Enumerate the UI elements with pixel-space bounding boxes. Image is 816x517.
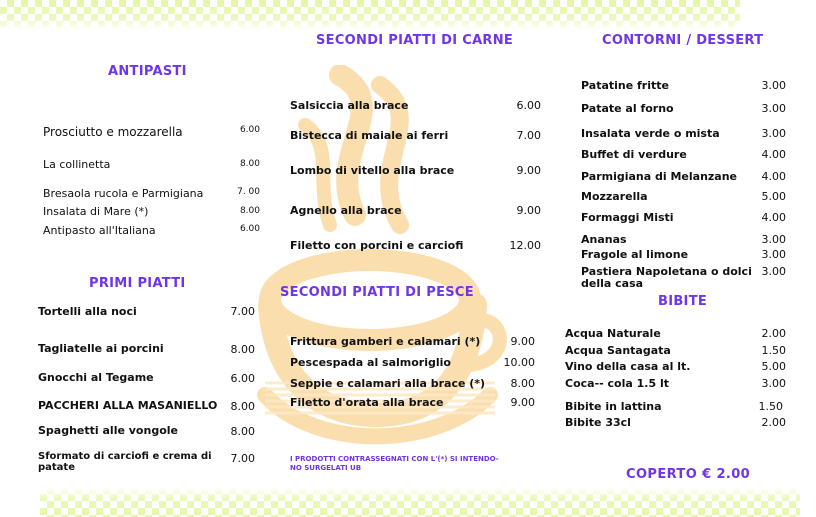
contorni-heading: CONTORNI / DESSERT (602, 33, 764, 48)
contorni-item-price: 4.00 (761, 148, 786, 161)
surgelati-note-line2: NO SURGELATI UB (290, 464, 362, 472)
secondi-pesce-item-name: Frittura gamberi e calamari (*) (290, 335, 481, 348)
primi-item-name: Tagliatelle ai porcini (38, 342, 164, 355)
primi-heading: PRIMI PIATTI (89, 276, 186, 291)
contorni-item-name: Fragole al limone (581, 248, 689, 261)
secondi-carne-item-name: Agnello alla brace (290, 204, 402, 217)
primi-item-name: Tortelli alla noci (38, 305, 137, 318)
bibite-item-name: Bibite 33cl (565, 416, 631, 429)
surgelati-note-line1: I PRODOTTI CONTRASSEGNATI CON L'(*) SI INTENDO- (290, 455, 499, 463)
contorni-item-price: 5.00 (761, 190, 786, 203)
primi-item-price: 7.00 (230, 305, 255, 318)
secondi-pesce-item-price: 10.00 (503, 356, 535, 369)
bibite-item-price: 5.00 (761, 360, 786, 373)
contorni-item-price: 3.00 (761, 102, 786, 115)
contorni-item-price: 3.00 (761, 79, 786, 92)
secondi-pesce-item-name: Filetto d'orata alla brace (290, 396, 444, 409)
antipasti-item-name: Bresaola rucola e Parmigiana (43, 187, 204, 200)
contorni-item-name: Patatine fritte (581, 79, 669, 92)
secondi-carne-item-name: Salsiccia alla brace (290, 99, 409, 112)
contorni-item-name: Pastiera Napoletana o dolci (581, 265, 752, 278)
primi-item-name: Sformato di carciofi e crema di (38, 451, 212, 462)
antipasti-item-price: 6.00 (239, 125, 260, 135)
bibite-item-name: Coca-- cola 1.5 lt (565, 377, 669, 390)
antipasti-item-name: Antipasto all'Italiana (43, 224, 156, 237)
secondi-carne-item-price: 9.00 (516, 204, 541, 217)
secondi-carne-item-name: Filetto con porcini e carciofi (290, 239, 464, 252)
bibite-heading: BIBITE (658, 294, 708, 309)
secondi-pesce-item-name: Pescespada al salmoriglio (290, 356, 451, 369)
secondi-carne-item-name: Lombo di vitello alla brace (290, 164, 455, 177)
antipasti-heading: ANTIPASTI (108, 64, 187, 79)
antipasti-item-price: 8.00 (239, 159, 260, 169)
primi-item-name: Gnocchi al Tegame (38, 371, 154, 384)
contorni-item-price: 3.00 (761, 233, 786, 246)
secondi-pesce-item-name: Seppie e calamari alla brace (*) (290, 377, 486, 390)
bibite-item-name: Vino della casa al lt. (565, 360, 691, 373)
antipasti-item-name: Insalata di Mare (*) (43, 205, 149, 218)
secondi-carne-item-price: 7.00 (516, 129, 541, 142)
contorni-item-price: 4.00 (761, 170, 786, 183)
coperto-label: COPERTO € 2.00 (626, 467, 751, 482)
primi-item-name: PACCHERI ALLA MASANIELLO (38, 399, 218, 412)
secondi-pesce-item-price: 9.00 (510, 335, 535, 348)
bibite-item-name: Acqua Naturale (565, 327, 661, 340)
antipasti-item-price: 6.00 (239, 224, 260, 234)
primi-item-name: Spaghetti alle vongole (38, 424, 178, 437)
bibite-item-name: Bibite in lattina (565, 400, 662, 413)
antipasti-item-price: 8.00 (239, 206, 260, 216)
primi-item-price: 6.00 (230, 372, 255, 385)
contorni-item-price: 3.00 (761, 248, 786, 261)
primi-item-price: 7.00 (230, 452, 255, 465)
contorni-item-name: Insalata verde o mista (581, 127, 720, 140)
contorni-item-name: Parmigiana di Melanzane (581, 170, 738, 183)
antipasti-item-name: La collinetta (43, 158, 111, 171)
secondi-carne-heading: SECONDI PIATTI DI CARNE (316, 33, 514, 48)
contorni-item-name: Formaggi Misti (581, 211, 674, 224)
contorni-item-name: Ananas (581, 233, 627, 246)
primi-item-price: 8.00 (230, 425, 255, 438)
contorni-item-name-cont: della casa (581, 277, 644, 290)
secondi-carne-item-price: 12.00 (509, 239, 541, 252)
contorni-item-price: 3.00 (761, 265, 786, 278)
secondi-pesce-item-price: 9.00 (510, 396, 535, 409)
top-fade (0, 0, 816, 30)
contorni-item-price: 3.00 (761, 127, 786, 140)
bibite-item-name: Acqua Santagata (565, 344, 671, 357)
secondi-carne-item-price: 9.00 (516, 164, 541, 177)
bottom-fade (0, 487, 816, 517)
secondi-carne-item-name: Bistecca di maiale ai ferri (290, 129, 449, 142)
primi-item-price: 8.00 (230, 400, 255, 413)
bibite-item-price: 2.00 (761, 416, 786, 429)
contorni-item-name: Mozzarella (581, 190, 648, 203)
antipasti-item-price: 7. 00 (237, 187, 260, 197)
bibite-item-price: 2.00 (761, 327, 786, 340)
bibite-item-price: 1.50 (758, 400, 783, 413)
secondi-carne-item-price: 6.00 (516, 99, 541, 112)
antipasti-item-name: Prosciutto e mozzarella (43, 125, 183, 139)
bibite-item-price: 3.00 (761, 377, 786, 390)
primi-item-name-cont: patate (38, 462, 75, 473)
bibite-item-price: 1.50 (761, 344, 786, 357)
contorni-item-name: Buffet di verdure (581, 148, 687, 161)
secondi-pesce-heading: SECONDI PIATTI DI PESCE (280, 285, 474, 300)
primi-item-price: 8.00 (230, 343, 255, 356)
contorni-item-name: Patate al forno (581, 102, 674, 115)
contorni-item-price: 4.00 (761, 211, 786, 224)
secondi-pesce-item-price: 8.00 (510, 377, 535, 390)
